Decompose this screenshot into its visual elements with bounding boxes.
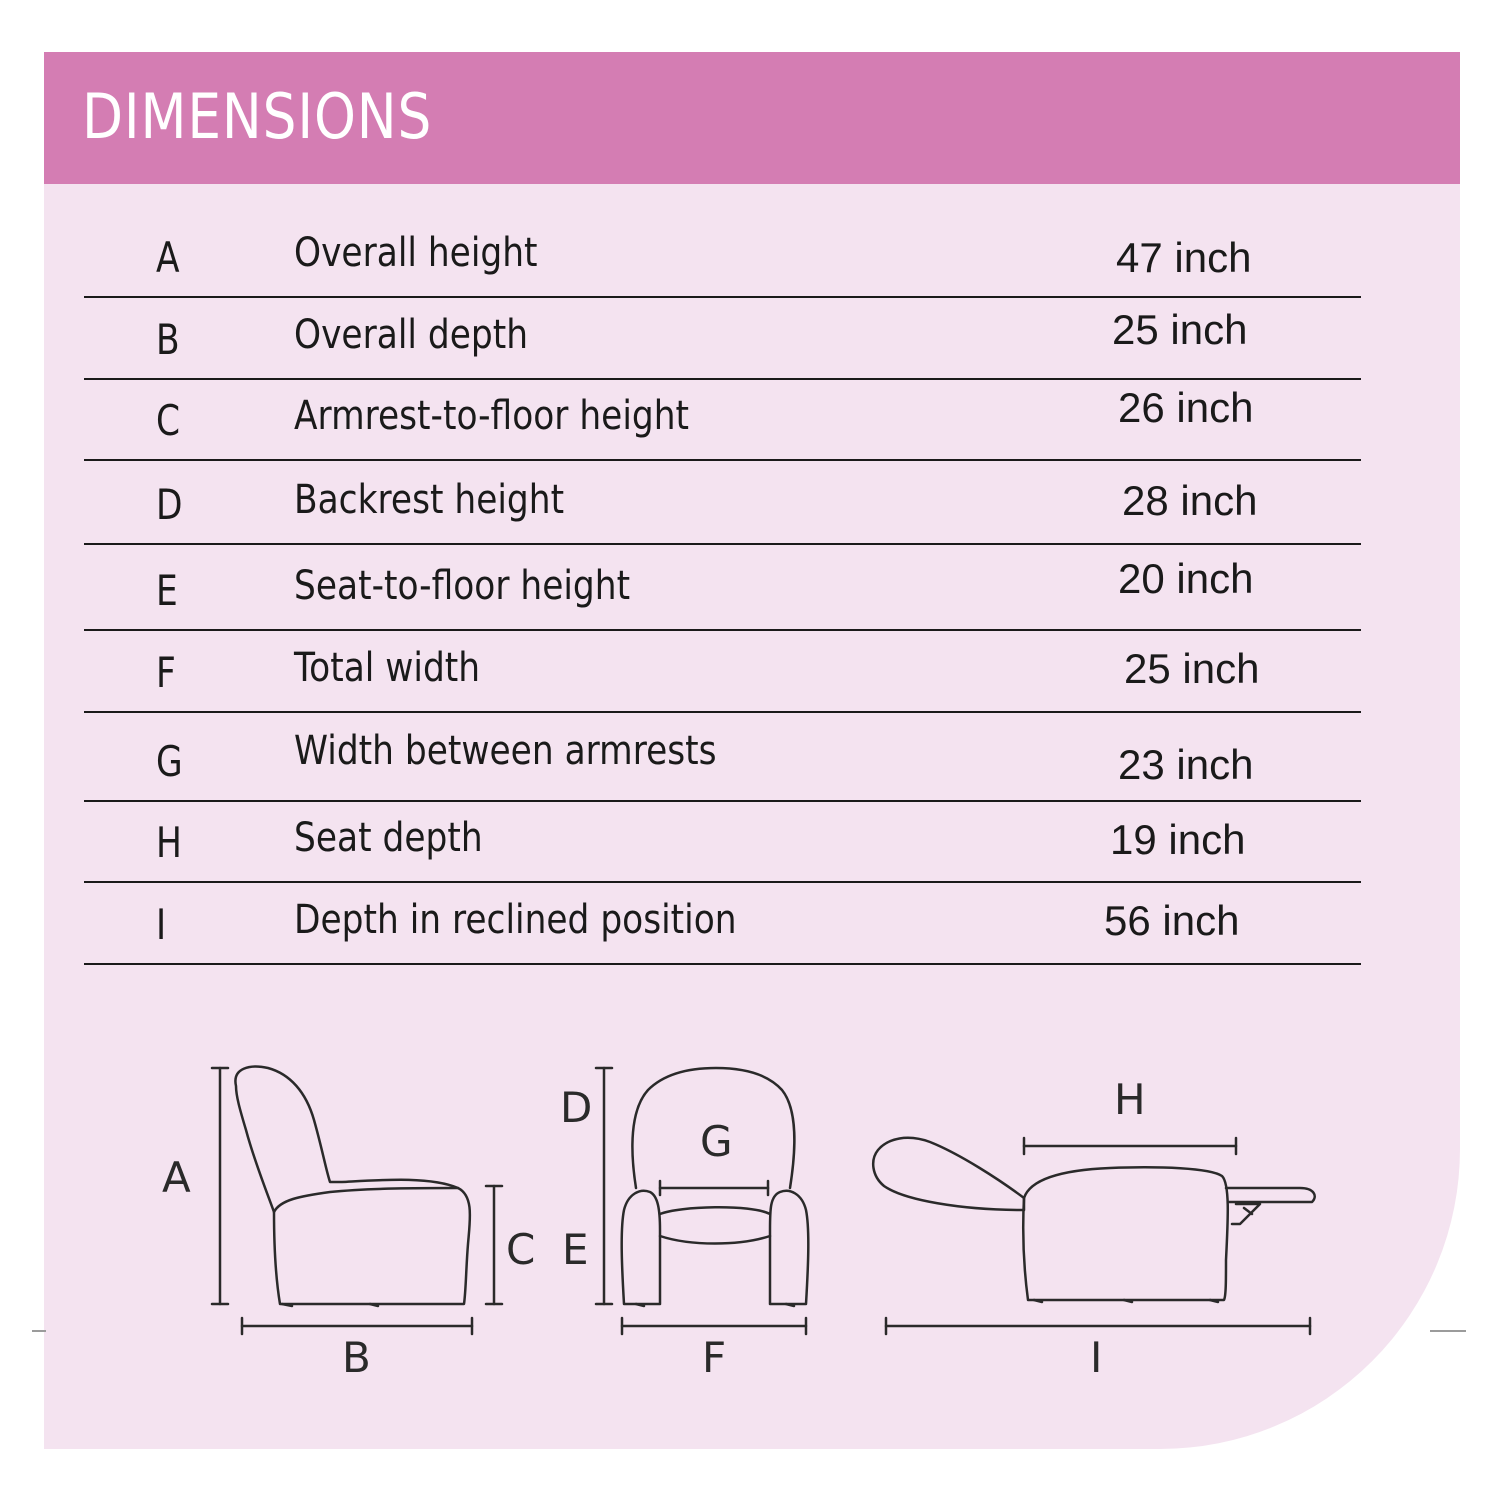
dimension-g-line bbox=[660, 1181, 768, 1195]
dimension-i-line bbox=[886, 1318, 1310, 1334]
right-divider bbox=[1430, 1330, 1466, 1332]
side-view-chair bbox=[235, 1067, 470, 1306]
dimension-f-line bbox=[622, 1318, 806, 1334]
diagram-label-d: D bbox=[560, 1083, 593, 1132]
row-value: 20 inch bbox=[1118, 555, 1254, 602]
row-value: 56 inch bbox=[1104, 897, 1240, 944]
diagram-label-g: G bbox=[700, 1117, 733, 1166]
row-value: 25 inch bbox=[1112, 306, 1248, 353]
row-label: Total width bbox=[294, 645, 481, 691]
row-label: Overall depth bbox=[294, 312, 529, 358]
row-letter: E bbox=[156, 566, 178, 615]
dimension-d-e-line bbox=[596, 1068, 612, 1304]
row-letter: A bbox=[156, 233, 180, 282]
row-label: Armrest-to-floor height bbox=[294, 393, 690, 439]
row-letter: H bbox=[156, 818, 182, 867]
row-letter: B bbox=[156, 315, 180, 364]
diagram-label-c: C bbox=[506, 1225, 536, 1274]
row-value: 28 inch bbox=[1122, 477, 1258, 524]
row-value: 25 inch bbox=[1124, 645, 1260, 692]
row-label: Seat depth bbox=[294, 815, 483, 861]
row-letter: F bbox=[156, 648, 176, 697]
dimension-h-line bbox=[1024, 1138, 1236, 1154]
row-letter: C bbox=[156, 396, 181, 445]
row-label: Depth in reclined position bbox=[294, 897, 737, 943]
row-value: 47 inch bbox=[1116, 234, 1252, 281]
page-title: DIMENSIONS bbox=[82, 80, 433, 153]
row-value: 26 inch bbox=[1118, 384, 1254, 431]
row-value: 19 inch bbox=[1110, 816, 1246, 863]
diagram-label-h: H bbox=[1114, 1075, 1146, 1124]
dimension-b-line bbox=[242, 1318, 472, 1334]
row-label: Overall height bbox=[294, 230, 538, 276]
row-letter: G bbox=[156, 737, 183, 786]
diagram-label-i: I bbox=[1090, 1333, 1103, 1382]
diagram-label-e: E bbox=[562, 1225, 589, 1274]
diagram-label-b: B bbox=[342, 1333, 371, 1382]
diagram-label-a: A bbox=[162, 1153, 191, 1202]
row-value: 23 inch bbox=[1118, 741, 1254, 788]
dimension-a-line bbox=[212, 1068, 228, 1304]
dimension-c-line bbox=[486, 1186, 502, 1304]
row-label: Backrest height bbox=[294, 477, 565, 523]
reclined-chair bbox=[873, 1138, 1314, 1302]
row-label: Width between armrests bbox=[294, 728, 717, 774]
row-letter: I bbox=[156, 900, 167, 949]
diagram-label-f: F bbox=[702, 1333, 727, 1382]
row-label: Seat-to-floor height bbox=[294, 563, 631, 609]
row-letter: D bbox=[156, 480, 183, 529]
left-divider bbox=[32, 1330, 46, 1332]
